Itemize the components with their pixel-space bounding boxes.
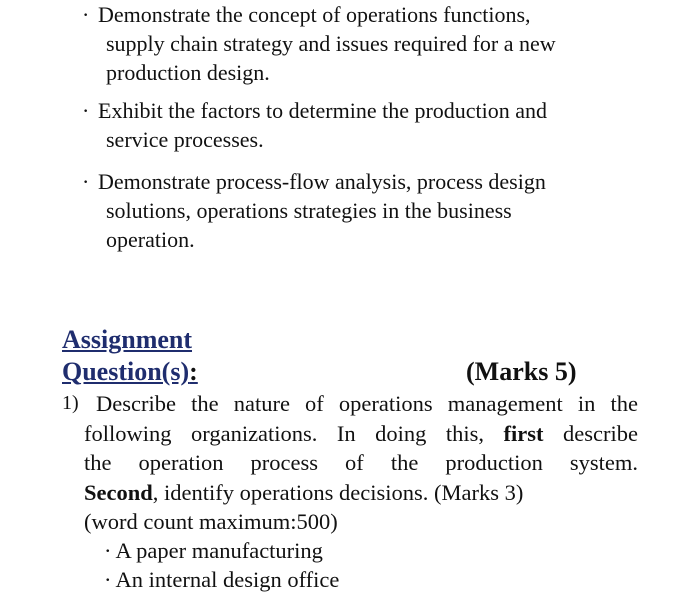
question-1 — [62, 389, 638, 537]
question-1-line-4 — [62, 478, 638, 508]
objective-3-line-1: Demonstrate process-flow analysis, process design — [98, 169, 546, 194]
assignment-heading: Assignment — [62, 325, 193, 354]
bullet-dot: · — [104, 567, 112, 592]
subitem-label: An internal design office — [115, 567, 340, 592]
list-item-paper-manufacturing — [104, 536, 323, 565]
question-1-line-2-b: describe — [543, 420, 638, 446]
question-1-line-3: the operation process of the production system. — [84, 450, 638, 475]
question-1-line-2-a: following organizations. In doing this, — [84, 420, 504, 446]
objective-1-line-1: Demonstrate the concept of operations functions, — [98, 2, 531, 27]
question-1-line-2 — [62, 419, 638, 449]
first-emphasis: first — [503, 420, 544, 446]
second-emphasis: Second — [84, 479, 153, 505]
question-1-line-5: (word count maximum:500) — [84, 509, 338, 534]
bullet-dot: · — [104, 538, 112, 563]
questions-heading — [62, 356, 198, 388]
question-1-line-4-b: , identify operations decisions. (Marks 3) — [152, 479, 524, 505]
objective-3-line-3: operation. — [106, 227, 195, 252]
questions-heading-text: Question(s) — [62, 357, 190, 386]
subitem-label: A paper manufacturing — [115, 538, 323, 563]
bullet-dot: · — [82, 98, 90, 123]
question-number: 1) — [62, 392, 79, 414]
objective-1-line-2: supply chain strategy and issues required for a new — [106, 31, 556, 56]
objective-1-line-3: production design. — [106, 60, 270, 85]
objective-2-line-2: service processes. — [106, 127, 264, 152]
question-1-line-1: Describe the nature of operations management in the — [96, 391, 638, 416]
objective-2-line-1: Exhibit the factors to determine the production and — [98, 98, 548, 123]
bullet-dot: · — [82, 2, 90, 27]
bullet-dot: · — [82, 169, 90, 194]
objective-3-line-2: solutions, operations strategies in the business — [106, 198, 512, 223]
heading-colon: : — [189, 357, 198, 386]
total-marks-label: (Marks 5) — [466, 357, 577, 386]
list-item-design-office — [104, 565, 339, 594]
